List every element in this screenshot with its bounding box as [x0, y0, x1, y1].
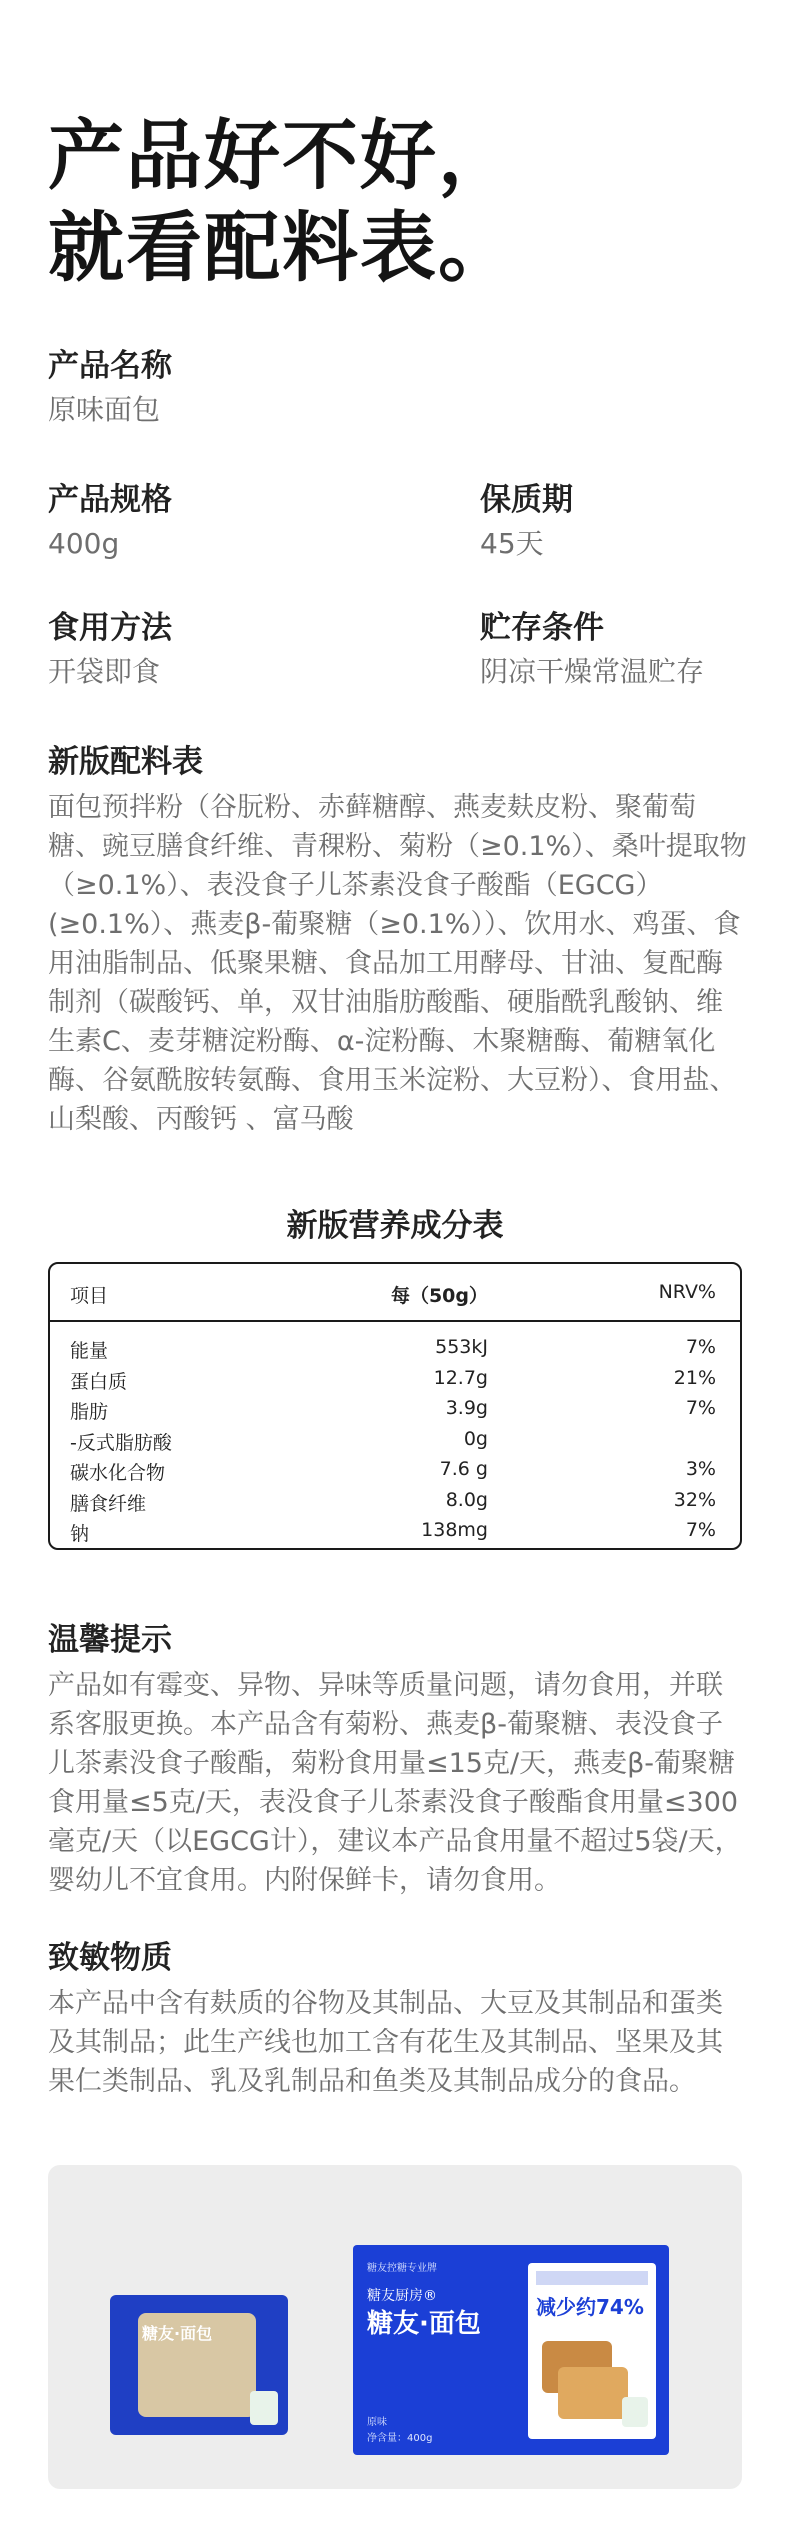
- product-name-label: 产品名称: [48, 348, 172, 384]
- table-row: [50, 1424, 740, 1455]
- row-item: 脂肪: [70, 1401, 109, 1423]
- toast-image: [558, 2367, 628, 2419]
- shelf-life-label: 保质期: [480, 482, 573, 518]
- table-row: [50, 1332, 740, 1363]
- table-row: [50, 1515, 740, 1546]
- row-item: 钠: [70, 1523, 90, 1545]
- product-name-field: [48, 346, 172, 430]
- table-row: [50, 1485, 740, 1516]
- row-nrv: 7%: [685, 1519, 716, 1541]
- row-per: 12.7g: [433, 1366, 488, 1389]
- box-net-weight: 净含量：400g: [367, 2433, 433, 2444]
- header-nrv: NRV%: [658, 1281, 716, 1303]
- nutrition-table: [48, 1262, 742, 1550]
- usage-field: [48, 608, 172, 692]
- table-row: [50, 1454, 740, 1485]
- allergen-text: 本产品中含有麸质的谷物及其制品、大豆及其制品和蛋类及其制品；此生产线也加工含有花生及其制品、坚果及其果仁类制品、乳及乳制品和鱼类及其制品成分的食品。: [48, 1988, 723, 2097]
- product-spec-label: 产品规格: [48, 482, 172, 518]
- box-brand: 糖友厨房®: [367, 2288, 437, 2304]
- tips-title: 温馨提示: [48, 1622, 172, 1658]
- page-headline: [48, 110, 516, 294]
- small-pack-image: [110, 2295, 288, 2435]
- small-pack-name: 糖友·面包: [142, 2324, 213, 2343]
- row-nrv: 32%: [673, 1488, 716, 1511]
- product-box-image: [353, 2245, 669, 2455]
- row-item: -反式脂肪酸: [70, 1431, 172, 1454]
- product-spec-field: [48, 480, 172, 564]
- row-item: 膳食纤维: [70, 1492, 147, 1515]
- tips-text: 产品如有霉变、异物、异味等质量问题，请勿食用，并联系客服更换。本产品含有菊粉、燕麦β-葡聚糖、表没食子儿茶素没食子酸酯，菊粉食用量≤15克/天，燕麦β-葡聚糖食用量≤5克/天，表没食子儿茶素没食子酸酯食用量≤300毫克/天（以EGCG计），建议本产品食用量不超过5袋/天，婴幼儿不宜食用。内附保鲜卡，请勿食用。: [48, 1670, 742, 1896]
- storage-label: 贮存条件: [480, 610, 604, 646]
- product-spec-value: 400g: [48, 527, 120, 560]
- table-row: [50, 1363, 740, 1394]
- allergen-title: 致敏物质: [48, 1940, 172, 1976]
- table-row: [50, 1393, 740, 1424]
- row-per: 0g: [463, 1427, 488, 1450]
- box-product-name: 糖友·面包: [367, 2309, 481, 2339]
- row-per: 3.9g: [445, 1397, 488, 1419]
- row-per: 553kJ: [435, 1336, 488, 1358]
- box-top-text: 糖友控糖专业牌: [367, 2263, 437, 2274]
- shelf-life-value: 45天: [480, 527, 544, 560]
- row-item: 蛋白质: [70, 1370, 128, 1393]
- nutrition-title: 新版营养成分表: [286, 1208, 504, 1244]
- shield-badge-icon: [622, 2397, 648, 2427]
- row-per: 138mg: [421, 1519, 488, 1541]
- row-nrv: 7%: [685, 1336, 716, 1358]
- row-per: 7.6 g: [439, 1458, 488, 1480]
- box-flavor: 原味: [367, 2417, 387, 2428]
- row-item: 碳水化合物: [70, 1462, 166, 1484]
- storage-value: 阴凉干燥常温贮存: [480, 655, 705, 688]
- headline-line-2: 就看配料表。: [48, 203, 516, 292]
- ingredients-title: 新版配料表: [48, 744, 203, 780]
- box-info-panel: [528, 2263, 656, 2439]
- panel-small-text: [536, 2271, 648, 2285]
- row-per: 8.0g: [445, 1488, 488, 1511]
- header-per-serving: 每（50g）: [390, 1285, 488, 1307]
- row-nrv: 21%: [673, 1366, 716, 1389]
- product-photo: [48, 2165, 742, 2489]
- usage-value: 开袋即食: [48, 655, 161, 688]
- headline-line-1: 产品好不好，: [48, 111, 516, 200]
- shield-badge-icon: [250, 2391, 278, 2425]
- storage-field: [480, 608, 704, 692]
- row-nrv: 3%: [685, 1458, 716, 1480]
- shelf-life-field: [480, 480, 573, 564]
- header-item: 项目: [70, 1285, 109, 1307]
- nutrition-header-row: [50, 1264, 740, 1322]
- panel-reduction-text: 减少约74%: [536, 2295, 644, 2319]
- row-nrv: 7%: [685, 1397, 716, 1419]
- ingredients-text: 面包预拌粉（谷朊粉、赤藓糖醇、燕麦麸皮粉、聚葡萄糖、豌豆膳食纤维、青稞粉、菊粉（≥0.1%）、桑叶提取物（≥0.1%）、表没食子儿茶素没食子酸酯（EGCG）(≥0.1%）、燕麦β-葡聚糖（≥0.1%））、饮用水、鸡蛋、食用油脂制品、低聚果糖、食品加工用酵母、甘油、复配酶制剂（碳酸钙、单，双甘油脂肪酸酯、硬脂酰乳酸钠、维生素C、麦芽糖淀粉酶、α-淀粉酶、木聚糖酶、葡糖氧化酶、谷氨酰胺转氨酶、食用玉米淀粉、大豆粉）、食用盐、山梨酸、丙酸钙 、富马酸: [48, 792, 747, 1135]
- row-item: 能量: [70, 1340, 109, 1362]
- product-name-value: 原味面包: [48, 393, 161, 426]
- usage-label: 食用方法: [48, 610, 172, 646]
